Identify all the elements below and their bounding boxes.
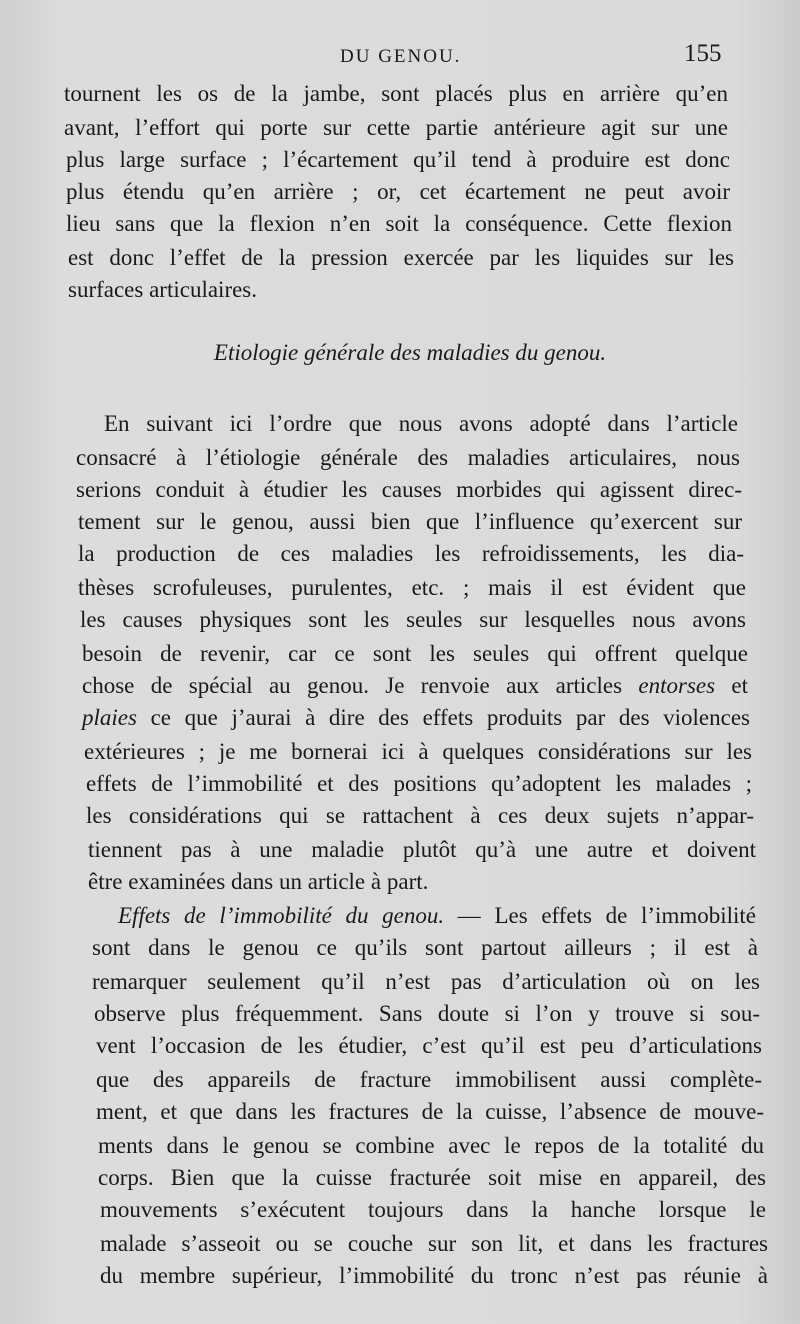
text-line: mouvements s’exécutent toujours dans la hanche lorsque le — [100, 1197, 766, 1222]
text-line — [82, 702, 750, 734]
text-line: observe plus fréquemment. Sans doute si l’on y trouve si sou- — [94, 1001, 760, 1026]
text-line: malade s’asseoit ou se couche sur son lit, et dans les fractures — [100, 1231, 768, 1256]
text-line: thèses scrofuleuses, purulentes, etc. ; mais il est évident que — [78, 575, 746, 600]
text-line: est donc l’effet de la pression exercée par les liquides sur les — [68, 245, 734, 270]
text-line: corps. Bien que la cuisse fracturée soit mise en appareil, des — [98, 1165, 766, 1190]
text-line: tiennent pas à une maladie plutôt qu’à une autre et doivent — [88, 837, 756, 862]
text-line: du membre supérieur, l’immobilité du tronc n’est pas réunie à — [100, 1263, 768, 1288]
text-line — [82, 670, 748, 702]
subsection-title: Effets de l’immobilité du genou. — [118, 903, 445, 928]
text-line: vent l’occasion de les étudier, c’est qu’il est peu d’articulations — [96, 1033, 762, 1058]
running-head-title: DU GENOU. — [340, 46, 462, 67]
section-heading: Etiologie générale des maladies du genou. — [213, 340, 607, 365]
text-line: être examinées dans un article à part. — [88, 869, 429, 894]
text-line: lieu sans que la flexion n’en soit la conséquence. Cette flexion — [66, 211, 732, 236]
text-line: ments dans le genou se combine avec le repos de la totalité du — [98, 1133, 764, 1158]
running-head — [0, 38, 800, 70]
line-text: chose de spécial au genou. Je renvoie aux articles — [82, 673, 639, 698]
text-line: plus étendu qu’en arrière ; or, cet écartement ne peut avoir — [66, 179, 730, 204]
text-line: serions conduit à étudier les causes morbides qui agissent direc- — [76, 477, 742, 502]
italic-word-plaies: plaies — [82, 705, 137, 730]
line-text: et — [715, 673, 748, 698]
text-line: besoin de revenir, car ce sont les seules qui offrent quelque — [82, 641, 748, 666]
text-line: remarquer seulement qu’il n’est pas d’articulation où on les — [92, 969, 760, 994]
text-line: sont dans le genou ce qu’ils sont partout ailleurs ; il est à — [92, 935, 758, 960]
line-text: — Les effets de l’immobilité — [444, 903, 756, 928]
text-line: que des appareils de fracture immobilisent aussi complète- — [96, 1067, 762, 1092]
text-line: ment, et que dans les fractures de la cuisse, l’absence de mouve- — [96, 1099, 764, 1124]
text-line: tement sur le genou, aussi bien que l’influence qu’exercent sur — [78, 509, 742, 534]
text-line: les considérations qui se rattachent à ces deux sujets n’appar- — [86, 803, 754, 828]
italic-word-entorses: entorses — [638, 673, 716, 698]
text-line: les causes physiques sont les seules sur lesquelles nous avons — [80, 607, 746, 632]
text-line: avant, l’effort qui porte sur cette partie antérieure agit sur une — [64, 115, 728, 140]
text-line: tournent les os de la jambe, sont placés plus en arrière qu’en — [64, 81, 728, 106]
text-line: la production de ces maladies les refroidissements, les dia- — [78, 541, 744, 566]
text-line: consacré à l’étiologie générale des maladies articulaires, nous — [76, 445, 740, 470]
text-line: surfaces articulaires. — [68, 277, 258, 302]
text-line: En suivant ici l’ordre que nous avons adopté dans l’article — [104, 411, 738, 436]
text-line: extérieures ; je me bornerai ici à quelques considérations sur les — [84, 739, 752, 764]
line-text: ce que j’aurai à dire des effets produits par des violences — [136, 705, 750, 730]
text-line — [118, 900, 756, 932]
page-number: 155 — [684, 40, 722, 67]
text-line: plus large surface ; l’écartement qu’il tend à produire est donc — [66, 147, 730, 172]
text-line: effets de l’immobilité et des positions qu’adoptent les malades ; — [86, 771, 752, 796]
